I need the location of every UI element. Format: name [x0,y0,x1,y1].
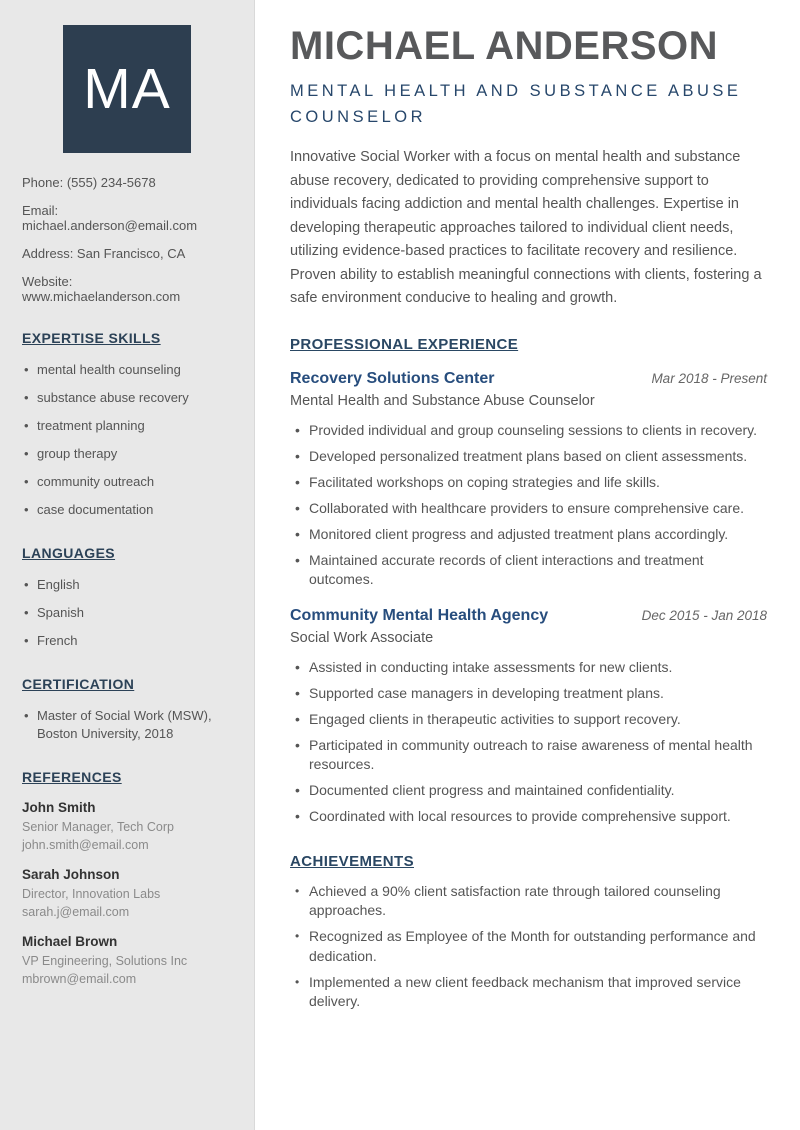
list-item: • case documentation [22,501,232,519]
job-header [290,607,767,625]
experience-heading: PROFESSIONAL EXPERIENCE [290,335,519,353]
list-item: • Maintained accurate records of client interactions and treatment outcomes. [290,551,767,590]
reference-name: John Smith [22,800,96,815]
reference-email: sarah.j@email.com [22,904,130,919]
achievements-heading: ACHIEVEMENTS [290,852,414,870]
company-name: Recovery Solutions Center [290,369,495,387]
certification-list [22,707,232,743]
achievements-list [290,882,767,1012]
job-role: Social Work Associate [290,629,434,646]
references-heading: REFERENCES [22,769,122,785]
main-content [255,0,800,1130]
list-item: • Facilitated workshops on coping strategies and life skills. [290,473,767,493]
list-item: • Assisted in conducting intake assessments for new clients. [290,658,767,678]
contact-website: Website: www.michaelanderson.com [22,274,181,304]
skills-list [22,361,232,519]
contact-email: Email: michael.anderson@email.com [22,203,198,233]
list-item: • Implemented a new client feedback mechanism that improved service delivery. [290,973,767,1012]
experience-section [290,336,767,827]
avatar-initials: MA [83,57,171,121]
reference-entry [22,934,232,988]
list-item: • treatment planning [22,417,232,435]
list-item: • English [22,576,232,594]
list-item: • group therapy [22,445,232,463]
list-item: • Achieved a 90% client satisfaction rate through tailored counseling approaches. [290,882,767,921]
list-item: • Participated in community outreach to raise awareness of mental health resources. [290,736,767,775]
languages-list [22,576,232,650]
list-item: • Monitored client progress and adjusted treatment plans accordingly. [290,525,767,545]
languages-heading: LANGUAGES [22,545,116,561]
reference-role: Director, Innovation Labs [22,887,161,901]
list-item: • French [22,632,232,650]
reference-name: Michael Brown [22,934,118,949]
reference-role: VP Engineering, Solutions Inc [22,954,188,968]
contact-phone: Phone: (555) 234-5678 [22,175,156,190]
reference-entry [22,800,232,854]
list-item: • Documented client progress and maintained confidentiality. [290,781,767,801]
contact-info [22,175,232,304]
certification-heading: CERTIFICATION [22,676,135,692]
job-header [290,370,767,388]
list-item: • community outreach [22,473,232,491]
list-item: • Master of Social Work (MSW), Boston University, 2018 [22,707,232,743]
company-name: Community Mental Health Agency [290,606,549,624]
list-item: • Spanish [22,604,232,622]
achievements-section [290,853,767,1012]
reference-email: john.smith@email.com [22,837,149,852]
summary-paragraph: Innovative Social Worker with a focus on mental health and substance abuse recovery, dedicated to providing comprehensive support to individuals facing addiction and mental health challenges. Expertise in developing therapeutic approaches tailored to individual client needs, utilizing evidence-based practices to facilitate recovery and resilience. Proven ability to establish meaningful connections with clients, fostering a safe environment conducive to healing and growth. [290,149,762,306]
job-bullet-list [290,421,767,590]
reference-name: Sarah Johnson [22,867,120,882]
job-title-subtitle: MENTAL HEALTH AND SUBSTANCE ABUSE COUNSELOR [290,82,742,126]
job-dates: Dec 2015 - Jan 2018 [641,607,767,623]
list-item: • mental health counseling [22,361,232,379]
list-item: • substance abuse recovery [22,389,232,407]
list-item: • Recognized as Employee of the Month for outstanding performance and dedication. [290,927,767,966]
page-title: MICHAEL ANDERSON [290,24,719,68]
reference-email: mbrown@email.com [22,971,137,986]
list-item: • Engaged clients in therapeutic activities to support recovery. [290,710,767,730]
job-entry [290,370,767,590]
reference-role: Senior Manager, Tech Corp [22,820,174,834]
avatar [63,25,191,153]
reference-entry [22,867,232,921]
sidebar [0,0,255,1130]
job-dates: Mar 2018 - Present [651,370,767,386]
job-entry [290,607,767,827]
list-item: • Collaborated with healthcare providers to ensure comprehensive care. [290,499,767,519]
skills-heading: EXPERTISE SKILLS [22,330,161,346]
contact-address: Address: San Francisco, CA [22,246,186,261]
list-item: • Coordinated with local resources to provide comprehensive support. [290,807,767,827]
list-item: • Provided individual and group counseling sessions to clients in recovery. [290,421,767,441]
job-role: Mental Health and Substance Abuse Counselor [290,392,595,409]
list-item: • Developed personalized treatment plans based on client assessments. [290,447,767,467]
job-bullet-list [290,658,767,827]
list-item: • Supported case managers in developing treatment plans. [290,684,767,704]
